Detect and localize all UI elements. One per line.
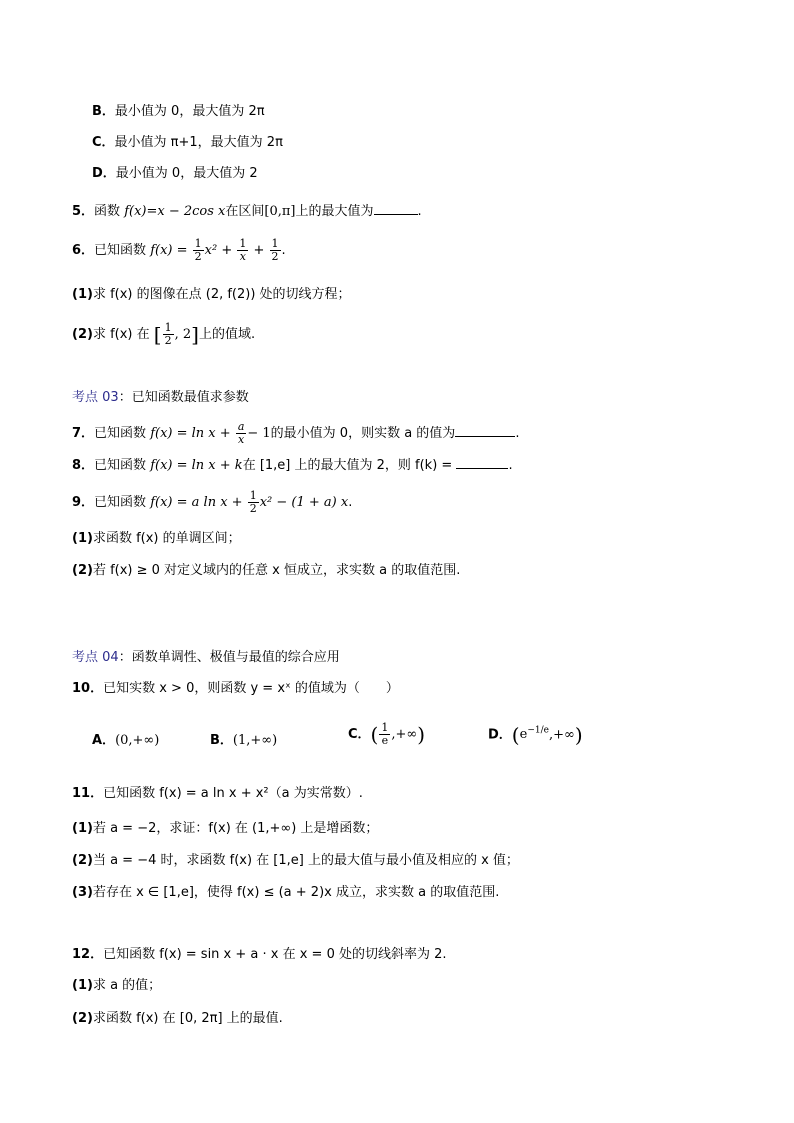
fraction: $\frac{1}{x}$ — [239, 237, 247, 263]
fraction: $\frac{1}{2}$ — [271, 237, 279, 263]
question-6-part-2: (2)求 f(x) 在 [ $\frac{1}{2}$ , 2]上的值域. — [72, 321, 256, 347]
question-7: 7．已知函数 f(x) = ln x + $\frac{a}{x}$ − 1的最小值为 0，则实数 a 的值为 . — [72, 420, 520, 446]
fraction: $\frac{1}{e}$ — [381, 721, 389, 747]
question-8: 8．已知函数 f(x) = ln x + k在 [1,e] 上的最大值为 2，则 f(k) = . — [72, 458, 513, 473]
answer-blank — [374, 202, 418, 215]
section-heading-04: 考点 04：函数单调性、极值与最值的综合应用 — [72, 650, 340, 665]
question-10: 10．已知实数 x > 0，则函数 y = xˣ 的值域为（ ） — [72, 681, 399, 696]
option-a: A．(0,+∞) — [92, 733, 160, 748]
answer-blank — [456, 456, 508, 469]
fraction: $\frac{1}{2}$ — [164, 321, 172, 347]
answer-blank — [455, 424, 515, 437]
fraction: $\frac{1}{2}$ — [249, 489, 257, 515]
question-11-part-1: (1)若 a = −2，求证：f(x) 在 (1,+∞) 上是增函数； — [72, 821, 379, 836]
option-b: B．最小值为 0，最大值为 2π — [92, 104, 265, 119]
section-heading-03: 考点 03：已知函数最值求参数 — [72, 390, 249, 405]
option-c: C．最小值为 π+1，最大值为 2π — [92, 135, 283, 150]
question-6-part-1: (1)求 f(x) 的图像在点 (2, f(2)) 处的切线方程； — [72, 287, 351, 302]
question-11-part-2: (2)当 a = −4 时，求函数 f(x) 在 [1,e] 上的最大值与最小值及相应的 x 值； — [72, 853, 519, 868]
question-11-part-3: (3)若存在 x ∈ [1,e]，使得 f(x) ≤ (a + 2)x 成立，求实数 a 的取值范围. — [72, 885, 500, 900]
option-d: D．最小值为 0，最大值为 2 — [92, 166, 258, 181]
question-11: 11．已知函数 f(x) = a ln x + x²（a 为实常数）. — [72, 786, 363, 801]
question-6: 6．已知函数 f(x) = $\frac{1}{2}$ x² + $\frac{1}{x}$ + $\frac{1}{2}$ . — [72, 237, 286, 263]
question-12-part-2: (2)求函数 f(x) 在 [0, 2π] 上的最值. — [72, 1011, 283, 1026]
question-9-part-1: (1)求函数 f(x) 的单调区间； — [72, 531, 241, 546]
fraction: $\frac{1}{2}$ — [194, 237, 202, 263]
option-d: D．$(e^{-1/e},+\infty)$ — [488, 722, 583, 747]
option-b: B．(1,+∞) — [210, 733, 278, 748]
question-12: 12．已知函数 f(x) = sin x + a · x 在 x = 0 处的切线斜率为 2. — [72, 947, 447, 962]
question-9-part-2: (2)若 f(x) ≥ 0 对定义域内的任意 x 恒成立，求实数 a 的取值范围. — [72, 563, 461, 578]
question-12-part-1: (1)求 a 的值； — [72, 978, 162, 993]
fraction: $\frac{a}{x}$ — [237, 420, 245, 446]
question-5: 5．函数 f(x)=x − 2cos x在区间[0,π]上的最大值为 . — [72, 204, 422, 219]
question-9: 9．已知函数 f(x) = a ln x + $\frac{1}{2}$ x² − (1 + a) x. — [72, 489, 353, 515]
question-10-options — [92, 721, 583, 752]
option-c: C．( $\frac{1}{e}$ ,+∞) — [348, 721, 426, 747]
